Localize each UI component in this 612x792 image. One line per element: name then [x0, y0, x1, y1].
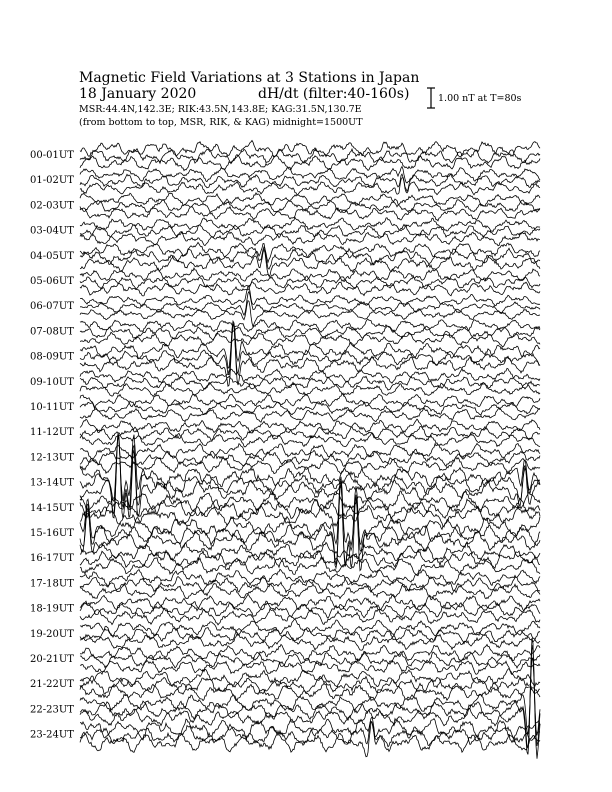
- scale-label: 1.00 nT at T=80s: [438, 93, 522, 104]
- trace-rik: [80, 323, 540, 374]
- hour-label: 03-04UT: [30, 225, 74, 237]
- trace-kag: [80, 320, 540, 333]
- hour-label: 05-06UT: [30, 276, 74, 287]
- hour-label: 21-22UT: [30, 679, 74, 691]
- quantity-label: dH/dt (filter:40-160s): [258, 86, 410, 102]
- date-label: 18 January 2020: [79, 86, 197, 102]
- trace-kag: [80, 268, 540, 282]
- trace-kag: [80, 242, 540, 262]
- trace-msr: [80, 408, 540, 423]
- trace-msr: [80, 457, 540, 474]
- trace-kag: [80, 286, 540, 306]
- stations-label: MSR:44.4N,142.3E; RIK:43.5N,143.8E; KAG:31.5N,130.7E: [79, 104, 362, 115]
- hour-label: 09-10UT: [30, 376, 74, 388]
- hour-label: 20-21UT: [30, 654, 74, 665]
- hour-label: 14-15UT: [30, 502, 74, 514]
- chart-title: Magnetic Field Variations at 3 Stations in Japan: [79, 70, 420, 86]
- trace-kag: [80, 394, 540, 407]
- hour-label: 06-07UT: [30, 301, 74, 313]
- trace-rik: [80, 224, 540, 237]
- hour-label: 13-14UT: [30, 477, 74, 489]
- trace-kag: [80, 218, 540, 232]
- hour-label: 02-03UT: [30, 200, 74, 212]
- hour-label: 16-17UT: [30, 553, 74, 565]
- hour-label: 01-02UT: [30, 175, 74, 187]
- hour-label: 00-01UT: [30, 150, 74, 161]
- hour-label: 19-20UT: [30, 628, 74, 640]
- trace-rik: [80, 276, 540, 289]
- trace-kag: [80, 645, 540, 662]
- trace-msr: [80, 207, 540, 221]
- hour-label: 12-13UT: [30, 452, 74, 464]
- trace-msr: [80, 505, 540, 526]
- hour-label: 11-12UT: [30, 427, 74, 439]
- trace-kag: [80, 594, 540, 611]
- trace-kag: [80, 193, 540, 207]
- hour-label: 23-24UT: [30, 729, 74, 741]
- trace-msr: [80, 722, 540, 756]
- trace-msr: [80, 557, 540, 575]
- trace-msr: [80, 608, 540, 625]
- hour-label: 07-08UT: [30, 326, 74, 338]
- hour-label: 04-05UT: [30, 250, 74, 262]
- hour-label: 18-19UT: [30, 603, 74, 615]
- trace-kag: [80, 569, 540, 586]
- trace-rik: [80, 499, 540, 519]
- hour-label: 22-23UT: [30, 704, 74, 716]
- hour-label: 10-11UT: [30, 402, 74, 413]
- trace-kag: [80, 368, 540, 383]
- trace-rik: [80, 199, 540, 212]
- trace-rik: [80, 676, 540, 694]
- trace-rik: [80, 149, 540, 164]
- trace-kag: [80, 141, 540, 158]
- trace-kag: [80, 419, 540, 433]
- trace-order-note: (from bottom to top, MSR, RIK, & KAG) midnight=1500UT: [79, 117, 363, 128]
- hour-label: 08-09UT: [30, 351, 74, 363]
- trace-rik: [80, 174, 540, 191]
- hour-label: 17-18UT: [30, 578, 74, 590]
- trace-msr: [80, 383, 540, 397]
- trace-msr: [80, 282, 540, 296]
- hour-label: 15-16UT: [30, 528, 74, 539]
